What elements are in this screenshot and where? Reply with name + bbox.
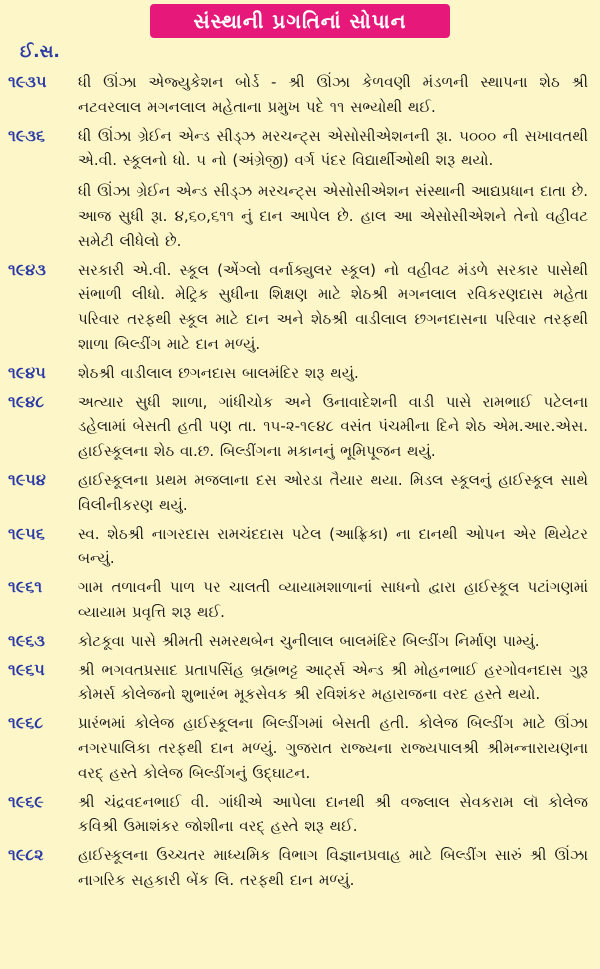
timeline-entry [0, 658, 600, 708]
timeline-entry [0, 522, 600, 572]
timeline-entry [0, 711, 600, 785]
entry-text: શ્રી ભગવતપ્રસાદ પ્રતાપસિંહ બ્રહ્મભટ્ટ આર્ટ્સ એન્ડ શ્રી મોહનભાઈ હરગોવનદાસ ગુરૂ કોમર્સ કોલેજનો શુભારંભ મૂકસેવક શ્રી રવિશંકર મહારાજના વરદ હસ્તે થયો. [78, 660, 588, 704]
entry-year: ૧૯૮૨ [8, 845, 44, 865]
timeline-entry [0, 790, 600, 840]
timeline-entry [0, 575, 600, 625]
entry-year: ૧૯૪૮ [8, 391, 45, 411]
entry-year: ૧૯૩૫ [8, 72, 47, 91]
page-title: સંસ્થાની પ્રગતિનાં સોપાન [193, 9, 407, 33]
entry-year: ૧૯૬૯ [8, 791, 44, 811]
title-banner [150, 4, 450, 38]
entry-text: અત્યાર સુધી શાળા, ગાંધીચોક અને ઉનાવાદેશની વાડી પાસે રામભાઈ પટેલના ડહેલામાં બેસતી હતી પણ તા. ૧૫-૨-૧૯૪૮ વસંત પંચમીના દિને શેઠ એમ.આર.એસ. હાઈસ્કૂલના શેઠ વા.છ. બિલ્ડીંગના મકાનનું ભૂમિપૂજન થયું. [78, 392, 588, 461]
entry-text: શેઠશ્રી વાડીલાલ છગનદાસ બાલમંદિર શરૂ થયું. [78, 363, 359, 382]
entry-year: ૧૯૬૮ [8, 713, 44, 733]
timeline-entry [0, 468, 600, 518]
entry-year: ૧૯૫૬ [8, 523, 45, 543]
entry-text: હાઈસ્કૂલના ઉચ્ચતર માધ્યમિક વિભાગ વિજ્ઞાનપ્રવાહ માટે બિલ્ડીંગ સારું શ્રી ઊંઝા નાગરિક સહકારી બેંક લિ. તરફથી દાન મળ્યું. [78, 846, 588, 889]
entry-year: ૧૯૩૬ [8, 125, 45, 145]
timeline-entry [0, 361, 600, 386]
entry-text: સ્વ. શેઠશ્રી નાગરદાસ રામચંદદાસ પટેલ (આફ્રિકા) ના દાનથી ઓપન એર થિયેટર બન્યું. [78, 524, 588, 568]
entry-year: ૧૯૬૩ [8, 630, 45, 650]
entry-year: ૧૯૪૩ [8, 259, 46, 279]
entry-text: સરકારી એ.વી. સ્કૂલ (એંગ્લો વર્નાક્યુલર સ્કૂલ) નો વહીવટ મંડળે સરકાર પાસેથી સંભાળી લીધો. મેટ્રિક સુધીના શિક્ષણ માટે શેઠશ્રી મગનલાલ રવિકરણદાસ મહેતા પરિવાર તરફથી સ્કૂલ માટે દાન અને શેઠશ્રી વાડીલાલ છગનદાસના પરિવાર તરફથી શાળા બિલ્ડીંગ માટે દાન મળ્યું. [78, 260, 588, 353]
timeline-entry [0, 258, 600, 357]
entry-text: ધી ઊંઝા ગ્રેઈન એન્ડ સીડ્ઝ મરચન્ટ્સ એસોસીએશનની રૂા. ૫૦૦૦ ની સખાવતથી એ.વી. સ્કૂલનો ધો. ૫ નો (અંગ્રેજી) વર્ગ પંદર વિદ્યાર્થીઓથી શરૂ થયો. [78, 126, 588, 170]
timeline-entry [0, 70, 600, 120]
entry-text: ધી ઊંઝા ગ્રેઈન એન્ડ સીડ્ઝ મરચન્ટ્સ એસોસીએશન સંસ્થાની આદ્યપ્રધાન દાતા છે. આજ સુધી રૂા. ૪,૬૦,૬૧૧ નું દાન આપેલ છે. હાલ આ એસોસીએશને તેનો વહીવટ સમેટી લીધેલો છે. [78, 182, 588, 250]
entry-year: ૧૯૬૫ [8, 659, 45, 679]
entry-year: ૧૯૪૫ [8, 362, 46, 382]
timeline-entry [0, 124, 600, 254]
entry-text: પ્રારંભમાં કોલેજ હાઈસ્કૂલના બિલ્ડીંગમાં બેસતી હતી. કોલેજ બિલ્ડીંગ માટે ઊંઝા નગરપાલિકા તરફથી દાન મળ્યું. ગુજરાત રાજ્યના રાજ્યપાલશ્રી શ્રીમન્નારાયણના વરદ્ હસ્તે કોલેજ બિલ્ડીંગનું ઉદ્ઘાટન. [78, 714, 588, 782]
timeline-entry [0, 390, 600, 464]
timeline [0, 70, 600, 897]
entry-text: શ્રી ચંદ્રવદનભાઈ વી. ગાંધીએ આપેલા દાનથી શ્રી વજ્લાલ સેવકરામ લૉ કોલેજ કવિશ્રી ઉમાશંકર જોશીના વરદ્ હસ્તે શરૂ થઈ. [78, 792, 588, 836]
timeline-entry [0, 843, 600, 893]
year-column-header: ઈ.સ. [20, 42, 60, 62]
entry-text: કોટકૂવા પાસે શ્રીમતી સમરથબેન ચુનીલાલ બાલમંદિર બિલ્ડીંગ નિર્માણ પામ્યું. [78, 631, 540, 650]
entry-year: ૧૯૫૪ [8, 469, 46, 489]
entry-text: ધી ઊંઝા એજ્યુકેશન બોર્ડ - શ્રી ઊંઝા કેળવણી મંડળની સ્થાપના શેઠ શ્રી નટવરલાલ મગનલાલ મહેતાના પ્રમુખ પદે ૧૧ સભ્યોથી થઈ. [78, 73, 588, 116]
entry-text: હાઈસ્કૂલના પ્રથમ મજલાના દસ ઓરડા તૈયાર થયા. મિડલ સ્કૂલનું હાઈસ્કૂલ સાથે વિલીનીકરણ થયું. [78, 470, 588, 514]
entry-year: ૧૯૬૧ [8, 577, 43, 597]
entry-text: ગામ તળાવની પાળ પર ચાલતી વ્યાયામશાળાનાં સાધનો દ્વારા હાઈસ્કૂલ પટાંગણમાં વ્યાયામ પ્રવૃત્તિ શરૂ થઈ. [78, 578, 588, 621]
timeline-entry [0, 629, 600, 654]
